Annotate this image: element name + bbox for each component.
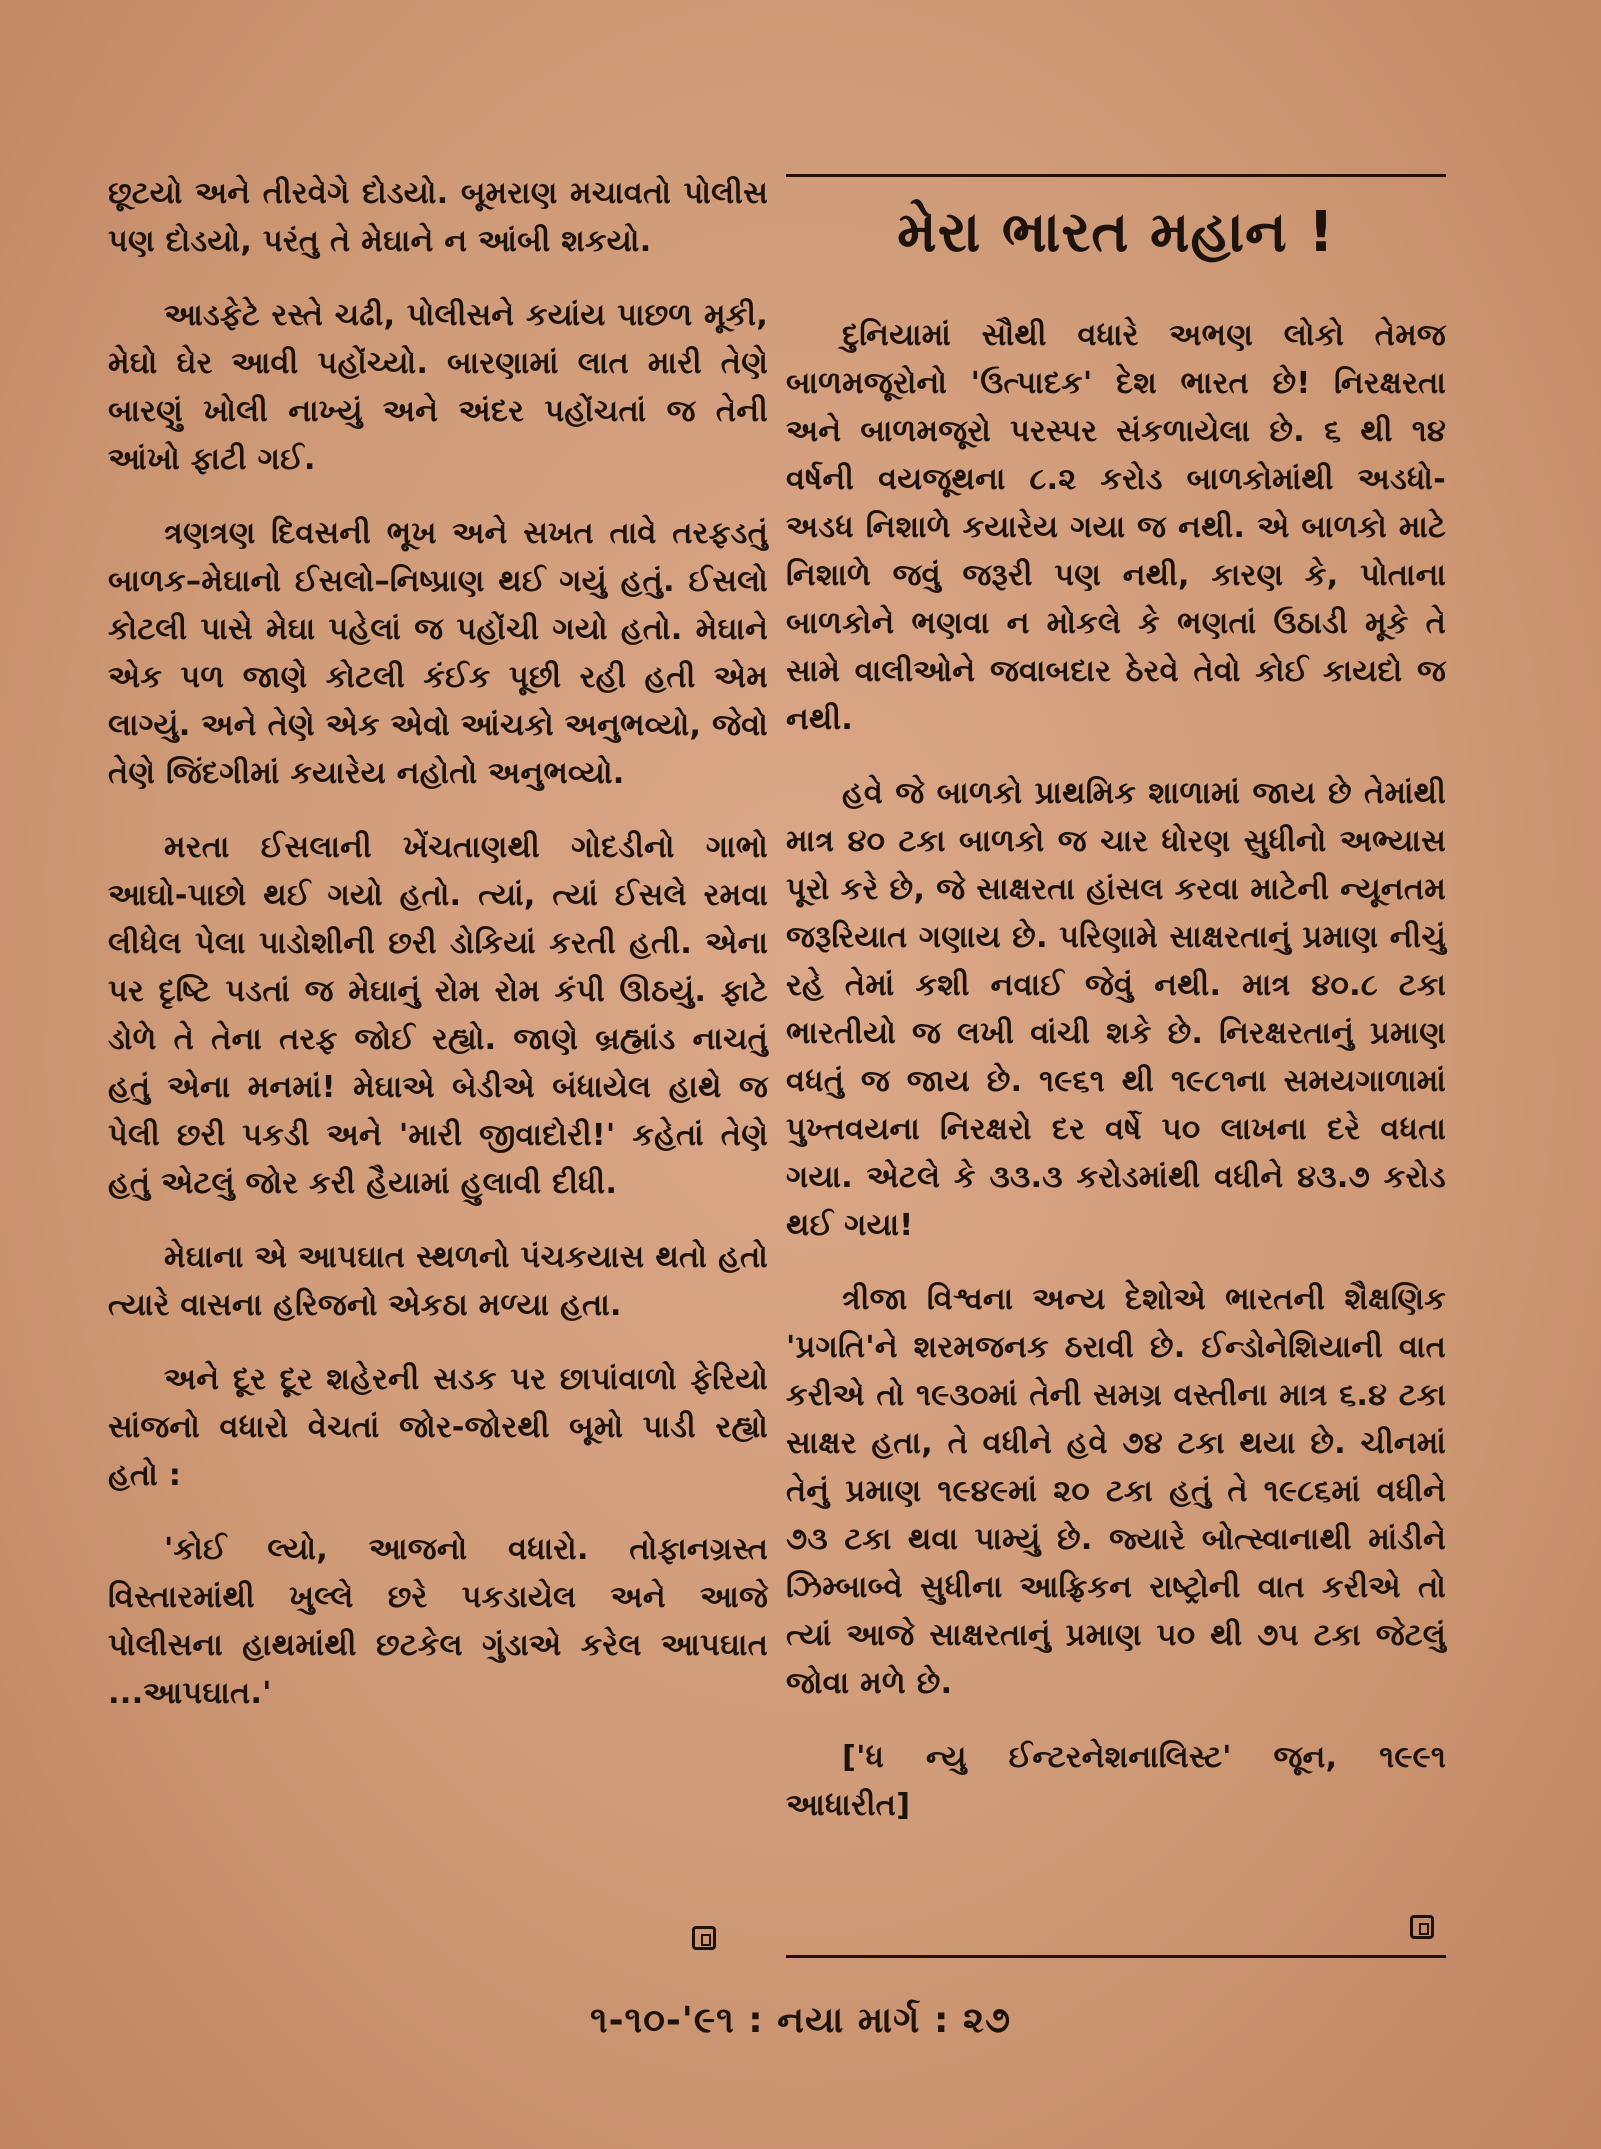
story-paragraph: છૂટયો અને તીરવેગે દોડયો. બૂમરાણ મચાવતો પોલીસ પણ દોડયો, પરંતુ તે મેઘાને ન આંબી શકયો. <box>108 176 768 259</box>
article-paragraph: દુનિયામાં સૌથી વધારે અભણ લોકો તેમજ બાળમજૂરોનો 'ઉત્પાદક' દેશ ભારત છે! નિરક્ષરતા અને બાળમજૂરો પરસ્પર સંકળાયેલા છે. ૬ થી ૧૪ વર્ષની વયજૂથના ૮.૨ કરોડ બાળકોમાંથી અડધો-અડધ નિશાળે કયારેય ગયા જ નથી. એ બાળકો માટે નિશાળે જવું જરૂરી પણ નથી, કારણ કે, પોતાના બાળકોને ભણવા ન મોકલે કે ભણતાં ઉઠાડી મૂકે તે સામે વાલીઓને જવાબદાર ઠેરવે તેવો કોઈ કાયદો જ નથી. <box>786 318 1446 737</box>
story-paragraph: મેઘાના એ આપઘાત સ્થળનો પંચકયાસ થતો હતો ત્યારે વાસના હરિજનો એકઠા મળ્યા હતા. <box>108 1240 768 1323</box>
page-footer: ૧-૧૦-'૯૧ : નયા માર્ગ : ૨૭ <box>589 2000 1012 2041</box>
article-bottom-rule <box>786 1955 1446 1958</box>
story-paragraph: 'કોઈ લ્યો, આજનો વધારો. તોફાનગ્રસ્ત વિસ્તારમાંથી ખુલ્લે છરે પકડાયેલ અને આજે પોલીસના હાથમાંથી છટકેલ ગુંડાએ કરેલ આપઘાત ...આપઘાત.' <box>108 1532 768 1711</box>
story-column <box>108 170 768 1744</box>
article-paragraph: હવે જે બાળકો પ્રાથમિક શાળામાં જાય છે તેમાંથી માત્ર ૪૦ ટકા બાળકો જ ચાર ધોરણ સુધીનો અભ્યાસ પૂરો કરે છે, જે સાક્ષરતા હાંસલ કરવા માટેની ન્યૂનતમ જરૂરિયાત ગણાય છે. પરિણામે સાક્ષરતાનું પ્રમાણ નીચું રહે તેમાં કશી નવાઈ જેવું નથી. માત્ર ૪૦.૮ ટકા ભારતીયો જ લખી વાંચી શકે છે. નિરક્ષરતાનું પ્રમાણ વધતું જ જાય છે. ૧૯૬૧ થી ૧૯૮૧ના સમયગાળામાં પુખ્તવયના નિરક્ષરો દર વર્ષે ૫૦ લાખના દરે વધતા ગયા. એટલે કે ૩૩.૩ કરોડમાંથી વધીને ૪૩.૭ કરોડ થઈ ગયા! <box>786 776 1446 1243</box>
article-paragraph: ત્રીજા વિશ્વના અન્ય દેશોએ ભારતની શૈક્ષણિક 'પ્રગતિ'ને શરમજનક ઠરાવી છે. ઈન્ડોનેશિયાની વાત કરીએ તો ૧૯૩૦માં તેની સમગ્ર વસ્તીના માત્ર ૬.૪ ટકા સાક્ષર હતા, તે વધીને હવે ૭૪ ટકા થયા છે. ચીનમાં તેનું પ્રમાણ ૧૯૪૯માં ૨૦ ટકા હતું તે ૧૯૮૬માં વધીને ૭૩ ટકા થવા પામ્યું છે. જ્યારે બોત્સ્વાનાથી માંડીને ઝિમ્બાબ્વે સુધીના આફ્રિકન રાષ્ટ્રોની વાત કરીએ તો ત્યાં આજે સાક્ષરતાનું પ્રમાણ ૫૦ થી ૭૫ ટકા જેટલું જોવા મળે છે. <box>786 1282 1446 1701</box>
article-top-rule <box>786 174 1446 177</box>
article-source: ['ધ ન્યુ ઈન્ટરનેશનાલિસ્ટ' જૂન, ૧૯૯૧ આધારીત] <box>786 1740 1446 1823</box>
article-title: મેરા ભારત મહાન ! <box>897 200 1335 265</box>
article-end-mark-icon <box>1410 1915 1434 1939</box>
story-paragraph: ત્રણત્રણ દિવસની ભૂખ અને સખત તાવે તરફડતું બાળક–મેઘાનો ઈસલો–નિષ્પ્રાણ થઈ ગયું હતું. ઈસલો કોટલી પાસે મેઘા પહેલાં જ પહોંચી ગયો હતો. મેઘાને એક પળ જાણે કોટલી કંઈક પૂછી રહી હતી એમ લાગ્યું. અને તેણે એક એવો આંચકો અનુભવ્યો, જેવો તેણે જિંદગીમાં કયારેય નહોતો અનુભવ્યો. <box>108 516 768 791</box>
article-column <box>786 312 1446 1856</box>
story-paragraph: મરતા ઈસલાની ખેંચતાણથી ગોદડીનો ગાભો આઘો-પાછો થઈ ગયો હતો. ત્યાં, ત્યાં ઈસલે રમવા લીધેલ પેલા પાડોશીની છરી ડોકિયાં કરતી હતી. એના પર દૃષ્ટિ પડતાં જ મેઘાનું રોમ રોમ કંપી ઊઠયું. ફાટે ડોળે તે તેના તરફ જોઈ રહ્યો. જાણે બ્રહ્માંડ નાચતું હતું એના મનમાં! મેઘાએ બેડીએ બંધાયેલ હાથે જ પેલી છરી પકડી અને 'મારી જીવાદોરી!' કહેતાં તેણે હતું એટલું જોર કરી હૈયામાં હુલાવી દીધી. <box>108 830 768 1201</box>
story-paragraph: આડફેટે રસ્તે ચઢી, પોલીસને કયાંય પાછળ મૂકી, મેઘો ઘેર આવી પહોંચ્યો. બારણામાં લાત મારી તેણે બારણું ખોલી નાખ્યું અને અંદર પહોંચતાં જ તેની આંખો ફાટી ગઈ. <box>108 298 768 477</box>
story-paragraph: અને દૂર દૂર શહેરની સડક પર છાપાંવાળો ફેરિયો સાંજનો વધારો વેચતાં જોર-જોરથી બૂમો પાડી રહ્યો હતો : <box>108 1362 768 1493</box>
story-end-mark-icon <box>692 1926 716 1950</box>
